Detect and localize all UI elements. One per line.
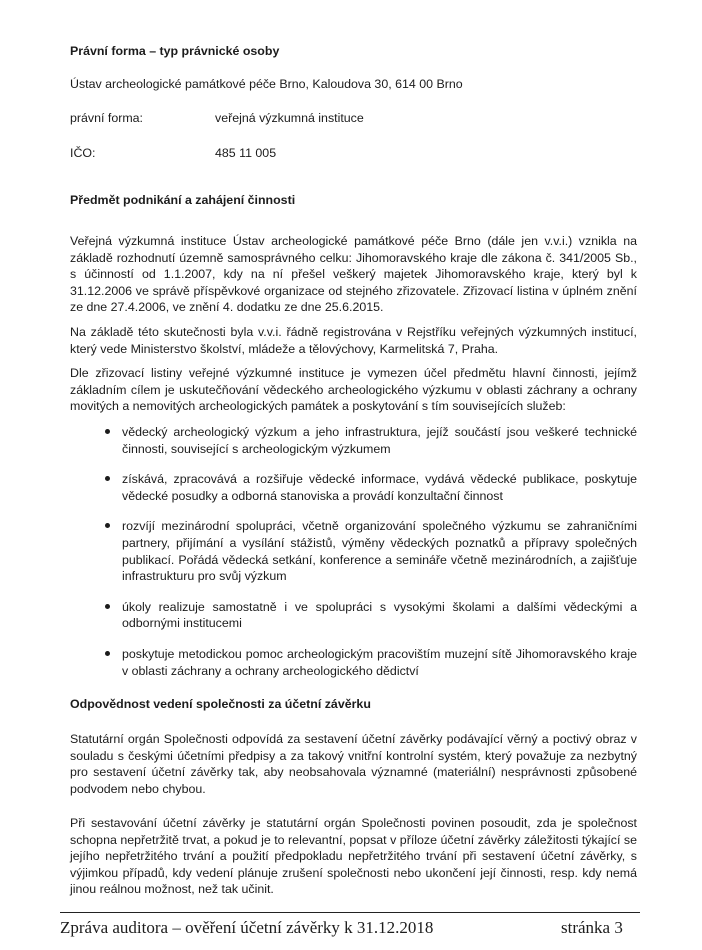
business-heading: Předmět podnikání a zahájení činnosti	[70, 193, 296, 207]
list-item: vědecký archeologický výzkum a jeho infrastruktura, jejíž součástí jsou veškeré technické činnosti, související s archeologickým výzkumem	[70, 424, 637, 457]
legal-form-value: veřejná výzkumná instituce	[215, 111, 364, 125]
responsibility-heading: Odpovědnost vedení společnosti za účetní závěrku	[70, 697, 371, 711]
business-paragraph-1: Veřejná výzkumná instituce Ústav archeologické památkové péče Brno (dále jen v.v.i.) vznikla na základě rozhodnutí územně samosprávného celku: Jihomoravského kraje dle zákona č. 341/2005 Sb., s účinností od 1.1.2007, kdy na ní přešel veškerý majetek Jihomoravského kraje, který byl k 31.12.2006 ve správě příspěvkové organizace od stejného zřizovatele. Zřizovací listina v úplném znění ze dne 27.4.2006, ve znění 4. dodatku ze dne 25.6.2015.	[70, 234, 637, 315]
footer-title: Zpráva auditora – ověření účetní závěrky k 31.12.2018	[60, 918, 434, 937]
legal-form-label: právní forma:	[70, 111, 143, 125]
business-paragraph-3: Dle zřizovací listiny veřejné výzkumné instituce je vymezen účel předmětu hlavní činnosti, jejímž základním cílem je uskutečňování vědeckého archeologického výzkumu v oblasti záchrany a ochrany movitých a nemovitých archeologických památek a poskytování s tím souvisejících služeb:	[70, 366, 637, 414]
bullet-icon	[105, 523, 110, 528]
legal-form-heading: Právní forma – typ právnické osoby	[70, 44, 280, 58]
ico-label: IČO:	[70, 146, 96, 160]
bullet-icon	[105, 429, 110, 434]
bullet-icon	[105, 476, 110, 481]
activities-list	[70, 424, 637, 693]
business-paragraph-2: Na základě této skutečnosti byla v.v.i. řádně registrována v Rejstříku veřejných výzkumných institucí, který vede Ministerstvo školství, mládeže a tělovýchovy, Karmelitská 7, Praha.	[70, 325, 637, 356]
list-item: rozvíjí mezinárodní spolupráci, včetně organizování společného výzkumu se zahraničními partnery, přijímání a vysílání stážistů, výměny vědeckých poznatků a přípravy společných publikací. Pořádá vědecká setkání, konference a semináře včetně mezinárodních, a zajišťuje infrastrukturu pro svůj výzkum	[70, 518, 637, 584]
list-item: úkoly realizuje samostatně i ve spolupráci s vysokými školami a dalšími vědeckými a odbornými institucemi	[70, 599, 637, 632]
list-item: poskytuje metodickou pomoc archeologickým pracovištím muzejní sítě Jihomoravského kraje v oblasti záchrany a ochrany archeologického dědictví	[70, 646, 637, 679]
responsibility-paragraph-2: Při sestavování účetní závěrky je statutární orgán Společnosti povinen posoudit, zda je společnost schopna nepřetržitě trvat, a pokud je to relevantní, popsat v příloze účetní závěrky záležitosti týkající se jejího nepřetržitého trvání a použití předpokladu nepřetržitého trvání při sestavení účetní závěrky, s výjimkou případů, kdy vedení plánuje zrušení společnosti nebo ukončení její činnosti, resp. kdy nemá jinou reálnou možnost, než tak učinit.	[70, 816, 637, 897]
bullet-icon	[105, 651, 110, 656]
list-item: získává, zpracovává a rozšiřuje vědecké informace, vydává vědecké publikace, poskytuje vědecké posudky a odborná stanoviska a provádí konzultační činnost	[70, 471, 637, 504]
institution-address: Ústav archeologické památkové péče Brno, Kaloudova 30, 614 00 Brno	[70, 77, 463, 91]
responsibility-paragraph-1: Statutární orgán Společnosti odpovídá za sestavení účetní závěrky podávající věrný a poctivý obraz v souladu s českými účetními předpisy a za takový vnitřní kontrolní systém, který považuje za nezbytný pro sestavení účetní závěrky tak, aby neobsahovala významné (materiální) nesprávnosti způsobené podvodem nebo chybou.	[70, 732, 637, 796]
ico-value: 485 11 005	[215, 146, 277, 160]
bullet-icon	[105, 604, 110, 609]
footer-divider	[60, 912, 640, 913]
page-number: stránka 3	[561, 918, 623, 937]
